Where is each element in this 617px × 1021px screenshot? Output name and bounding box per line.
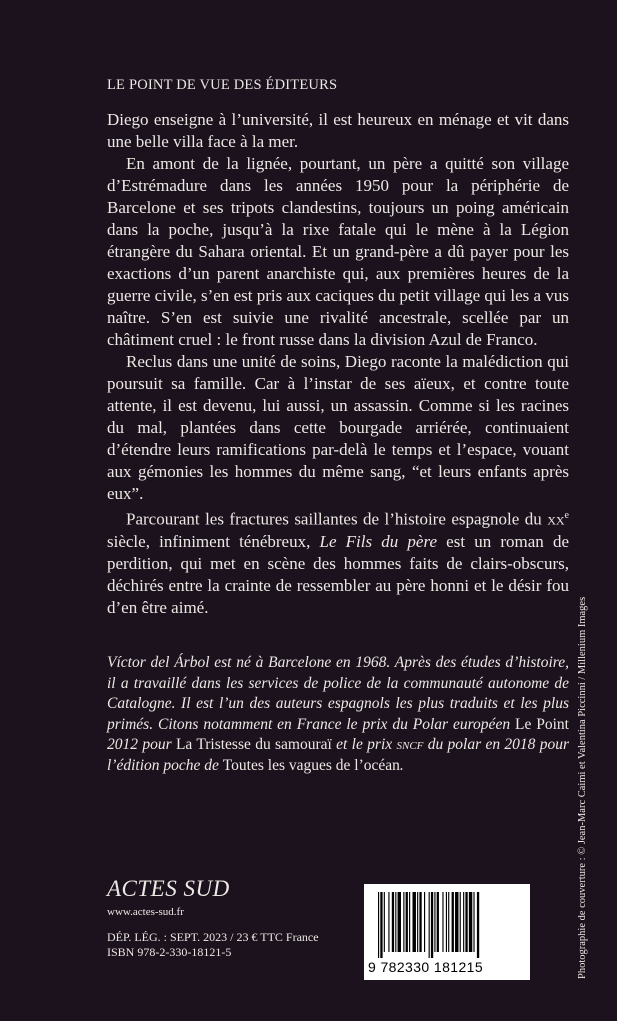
award-name: Le Point [514, 715, 569, 733]
barcode-bar [380, 892, 382, 958]
book-summary [107, 109, 569, 619]
isbn: ISBN 978-2-330-18121-5 [107, 945, 232, 959]
summary-text: siècle, infiniment ténébreux, [107, 531, 320, 551]
legal-deposit: DÉP. LÉG. : SEPT. 2023 / 23 € TTC France [107, 930, 319, 944]
bio-text: et le prix [331, 736, 397, 753]
barcode-bar [424, 892, 425, 952]
barcode-bar [406, 892, 408, 952]
barcode-digits: 9 782330 181215 [368, 959, 483, 975]
barcode-bar [477, 892, 479, 958]
author-bio [107, 653, 569, 776]
barcode-bar [417, 892, 418, 952]
book-title: La Tristesse du samouraï [175, 736, 332, 753]
barcode-bar [460, 892, 461, 952]
barcode-bar [392, 892, 394, 952]
summary-paragraph-1: Diego enseigne à l’université, il est heureux en ménage et vit dans une belle villa face à la mer. [107, 110, 569, 151]
barcode-bar [469, 892, 472, 952]
barcode-bar [437, 892, 439, 952]
summary-paragraph-2: En amont de la lignée, pourtant, un père a quitté son village d’Estrémadure dans les années 1950 pour la périphérie de Barcelone et ses tripots clandestins, toujours un poing américain dans la poche, jusqu’à la rixe fatale qui le mène à la Légion étrangère du Sahara oriental. Et un grand-père a dû payer pour les exactions d’un parent anarchiste qui, aux premières heures de la guerre civile, s’en est pris aux caciques du petit village qui les a vus naître. S’en est suivie une rivalité ancestrale, scellée par un châtiment cruel : le front russe dans la division Azul de Franco. [107, 154, 569, 349]
bio-text: du polar en 2018 pour l’édition poche de [107, 736, 570, 774]
barcode-bar [465, 892, 467, 952]
publisher-website: www.actes-sud.fr [107, 906, 184, 918]
bio-text: 2012 pour [107, 736, 176, 753]
barcode-bar [452, 892, 454, 952]
barcode-bar [384, 892, 385, 952]
section-heading: LE POINT DE VUE DES ÉDITEURS [107, 77, 338, 93]
barcode-bar [388, 892, 389, 952]
barcode-bar [409, 892, 410, 952]
barcode-bar [446, 892, 447, 952]
century-suffix: e [564, 510, 569, 521]
bio-text: Víctor del Árbol est né à Barcelone en 1968. Après des études d’histoire, il a travaillé dans les services de police de la communauté autonome de Catalogne. Il est l’un des auteurs espagnols les plus traduits et les plus primés. Citons notamment en France le prix du Polar européen [107, 654, 569, 733]
photo-credit: Photographie de couverture : © Jean-Marc Caimi et Valentina Piccinni / Millenium Images [577, 596, 588, 979]
barcode-bar [403, 892, 404, 952]
bio-text: . [399, 756, 404, 774]
barcode-bar [398, 892, 401, 952]
barcode-bar [431, 892, 433, 958]
legal-info [107, 930, 319, 960]
barcode-bar [448, 892, 449, 952]
century-numeral: xx [547, 509, 565, 529]
barcode-bar [473, 892, 474, 952]
barcode-bar [442, 892, 443, 952]
barcode-bar [395, 892, 396, 952]
summary-paragraph-4 [107, 505, 569, 619]
barcode-bar [378, 892, 379, 958]
barcode-bar [434, 892, 435, 952]
barcode-bars-icon [378, 892, 516, 958]
book-title: Le Fils du père [319, 531, 438, 551]
barcode-bar [413, 892, 416, 952]
summary-text: est un roman de perdition, qui met en scène des hommes faits de clairs-obscurs, déchirés entre la crainte de ressembler au père honni et le désir fou d’en être aimé. [107, 531, 569, 617]
summary-paragraph-3: Reclus dans une unité de soins, Diego raconte la malédiction qui poursuit sa famille. Car à l’instar de ses aïeux, et contre toute attente, il est devenu, lui aussi, un assassin. Comme si les racines du mal, plantées dans cette bourgade arriérée, continuaient d’étendre leurs ramifications par-delà le temps et l’espace, vouant aux gémonies les hommes du même sang, “et leurs enfants après eux”. [107, 352, 569, 503]
award-sponsor: sncf [396, 736, 424, 753]
barcode-bar [463, 892, 464, 952]
barcode [364, 884, 530, 980]
barcode-bar [419, 892, 421, 952]
summary-text: Parcourant les fractures saillantes de l’histoire espagnole du [126, 509, 548, 529]
barcode-bar [455, 892, 458, 952]
barcode-bar [429, 892, 430, 958]
book-title: Toutes les vagues de l’océan [222, 756, 400, 774]
publisher-logo: ACTES SUD [107, 876, 230, 901]
